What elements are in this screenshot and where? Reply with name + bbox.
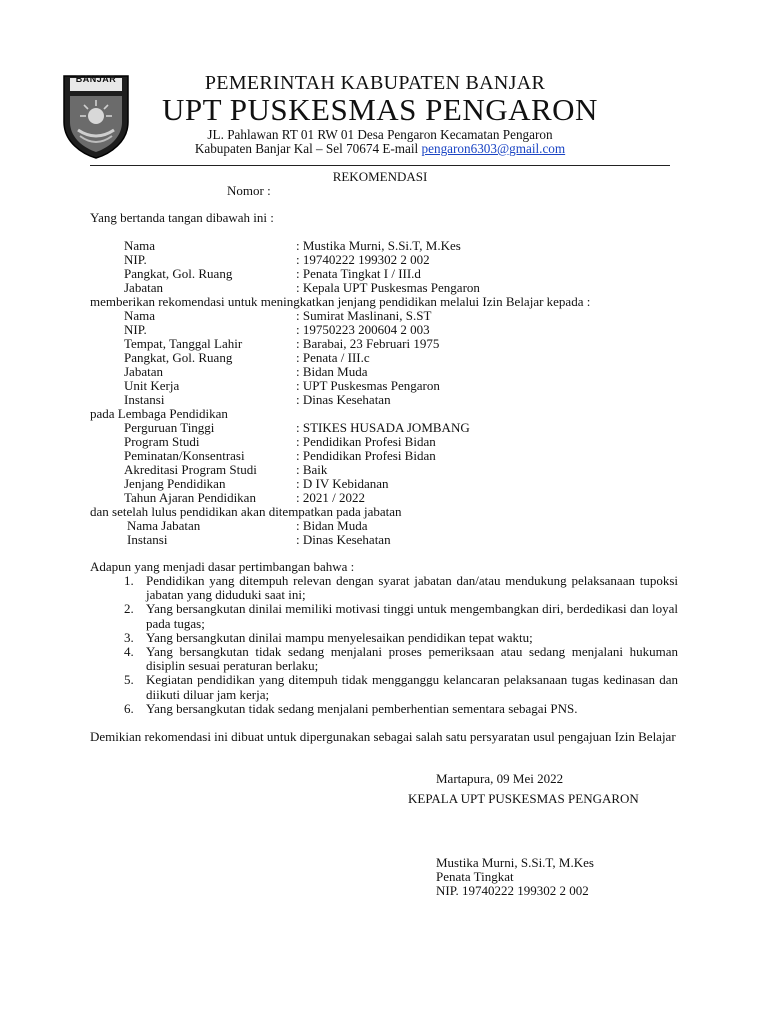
- signer-label: Pangkat, Gol. Ruang: [124, 266, 233, 281]
- list-number: 4.: [124, 644, 134, 660]
- list-item: [124, 574, 678, 602]
- recipient-value: : Penata / III.c: [296, 350, 370, 365]
- institution-value: : Pendidikan Profesi Bidan: [296, 448, 436, 463]
- list-item: [124, 702, 678, 716]
- recipient-label: Instansi: [124, 392, 165, 407]
- list-number: 3.: [124, 629, 134, 645]
- signer-value: : Penata Tingkat I / III.d: [296, 266, 421, 281]
- list-text: Yang bersangkutan dinilai mampu menyelesaikan pendidikan tepat waktu;: [146, 629, 533, 645]
- header-government: PEMERINTAH KABUPATEN BANJAR: [204, 72, 546, 94]
- place-date: Martapura, 09 Mei 2022: [436, 771, 564, 786]
- signer-label: NIP.: [124, 252, 147, 267]
- recipient-label: Pangkat, Gol. Ruang: [124, 350, 233, 365]
- list-text: Yang bersangkutan tidak sedang menjalani proses pemeriksaan atau sedang menjalani hukuman disiplin sesuai peraturan berlaku;: [146, 644, 678, 674]
- placement-label: Instansi: [127, 532, 168, 547]
- institution-label: Program Studi: [124, 434, 200, 449]
- recipient-label: Tempat, Tanggal Lahir: [124, 336, 243, 351]
- logo-caption: BANJAR: [75, 74, 117, 84]
- signer-name: Mustika Murni, S.Si.T, M.Kes: [436, 855, 594, 870]
- header-institution: UPT PUSKESMAS PENGARON: [162, 92, 598, 127]
- list-item: [124, 602, 678, 630]
- institution-value: : Pendidikan Profesi Bidan: [296, 434, 436, 449]
- list-number: 2.: [124, 601, 134, 617]
- list-text: Kegiatan pendidikan yang ditempuh tidak mengganggu kelancaran pelaksanaan tugas kedinasan dan diikuti diluar jam kerja;: [146, 672, 678, 702]
- institution-value: : D IV Kebidanan: [296, 476, 389, 491]
- placement-heading: dan setelah lulus pendidikan akan ditempatkan pada jabatan: [90, 504, 402, 519]
- recipient-label: Nama: [124, 308, 156, 323]
- email-link[interactable]: pengaron6303@gmail.com: [421, 141, 566, 156]
- list-number: 6.: [124, 700, 134, 716]
- recipient-value: : Dinas Kesehatan: [296, 392, 391, 407]
- signer-value: : 19740222 199302 2 002: [296, 252, 430, 267]
- header-contact: [110, 141, 650, 157]
- signer-label: Jabatan: [124, 280, 163, 295]
- intro-text: Yang bertanda tangan dibawah ini :: [90, 210, 274, 225]
- recipient-label: Unit Kerja: [124, 378, 180, 393]
- signer-nip: NIP. 19740222 199302 2 002: [436, 883, 589, 898]
- recipient-value: : Barabai, 23 Februari 1975: [296, 336, 440, 351]
- signer-value: : Kepala UPT Puskesmas Pengaron: [296, 280, 480, 295]
- institution-label: Akreditasi Program Studi: [124, 462, 257, 477]
- document-title: REKOMENDASI: [332, 169, 428, 184]
- recipient-value: : 19750223 200604 2 003: [296, 322, 430, 337]
- statement-text: memberikan rekomendasi untuk meningkatkan jenjang pendidikan melalui Izin Belajar kepada :: [90, 294, 591, 309]
- signer-position: KEPALA UPT PUSKESMAS PENGARON: [408, 791, 639, 806]
- list-text: Pendidikan yang ditempuh relevan dengan syarat jabatan dan/atau mendukung pelaksanaan tupoksi jabatan yang diduduki saat ini;: [146, 573, 678, 603]
- considerations-list: [124, 574, 678, 716]
- institution-value: : STIKES HUSADA JOMBANG: [296, 420, 470, 435]
- institution-value: : 2021 / 2022: [296, 490, 365, 505]
- header-divider: [90, 165, 670, 166]
- institution-label: Jenjang Pendidikan: [124, 476, 226, 491]
- institution-heading: pada Lembaga Pendidikan: [90, 406, 228, 421]
- signer-label: Nama: [124, 238, 156, 253]
- list-number: 1.: [124, 573, 134, 588]
- list-item: [124, 673, 678, 701]
- institution-value: : Baik: [296, 462, 328, 477]
- placement-value: : Dinas Kesehatan: [296, 532, 391, 547]
- closing-paragraph: Demikian rekomendasi ini dibuat untuk dipergunakan sebagai salah satu persyaratan usul pengajuan Izin Belajar: [90, 729, 676, 744]
- header-address: JL. Pahlawan RT 01 RW 01 Desa Pengaron Kecamatan Pengaron: [207, 127, 553, 142]
- considerations-heading: Adapun yang menjadi dasar pertimbangan bahwa :: [90, 559, 355, 574]
- signer-rank: Penata Tingkat: [436, 869, 514, 884]
- recipient-value: : Sumirat Maslinani, S.ST: [296, 308, 432, 323]
- placement-label: Nama Jabatan: [127, 518, 201, 533]
- recipient-label: NIP.: [124, 322, 147, 337]
- document-number: Nomor :: [227, 183, 271, 198]
- recipient-value: : Bidan Muda: [296, 364, 368, 379]
- list-text: Yang bersangkutan tidak sedang menjalani pemberhentian sementara sebagai PNS.: [146, 700, 578, 716]
- recipient-value: : UPT Puskesmas Pengaron: [296, 378, 440, 393]
- placement-value: : Bidan Muda: [296, 518, 368, 533]
- list-item: [124, 631, 678, 645]
- list-item: [124, 645, 678, 673]
- list-number: 5.: [124, 672, 134, 688]
- institution-label: Tahun Ajaran Pendidikan: [124, 490, 256, 505]
- list-text: Yang bersangkutan dinilai memiliki motivasi tinggi untuk mengembangkan diri, berdedikasi dan loyal pada tugas;: [146, 601, 678, 631]
- signer-value: : Mustika Murni, S.Si.T, M.Kes: [296, 238, 461, 253]
- header-contact-text: Kabupaten Banjar Kal – Sel 70674 E-mail: [194, 141, 422, 156]
- recipient-label: Jabatan: [124, 364, 163, 379]
- institution-label: Peminatan/Konsentrasi: [124, 448, 245, 463]
- institution-label: Perguruan Tinggi: [124, 420, 215, 435]
